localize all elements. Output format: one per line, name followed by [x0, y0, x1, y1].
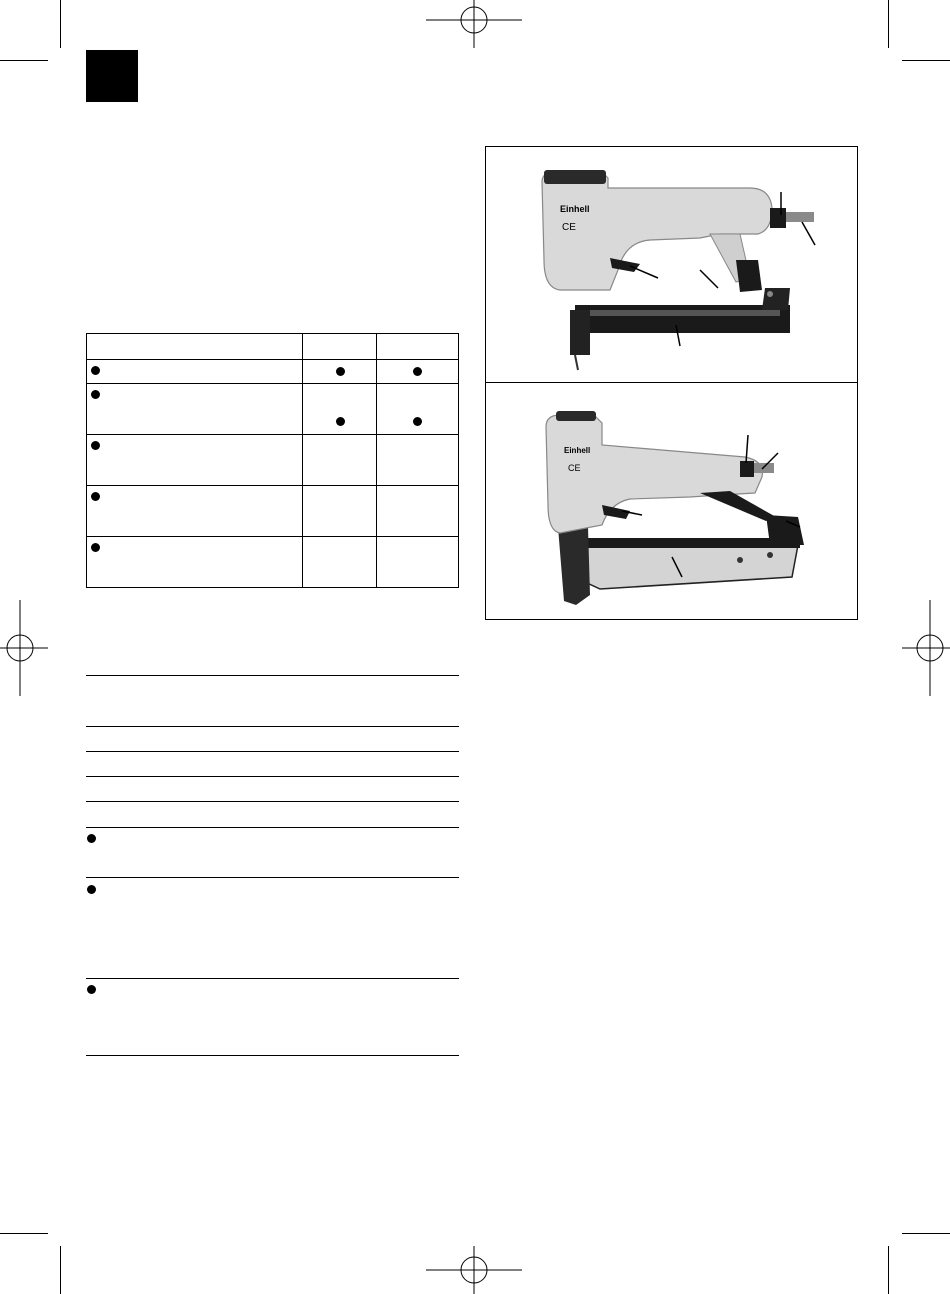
table-cell [376, 486, 458, 537]
bullet-icon [91, 543, 100, 552]
table-cell [376, 537, 458, 588]
registration-mark-top-icon [426, 0, 522, 48]
language-tab [86, 50, 138, 102]
divider [86, 675, 459, 676]
crop-mark-top-right-h [902, 60, 950, 61]
divider [86, 877, 459, 878]
bullet-icon [91, 492, 100, 501]
table-cell-label [87, 486, 303, 537]
divider [86, 978, 459, 979]
crop-mark-bottom-left-h [0, 1233, 48, 1234]
table-row [87, 486, 459, 537]
table-cell [376, 360, 458, 384]
check-dot-icon [413, 367, 422, 376]
table-cell [303, 384, 376, 435]
bullet-icon [91, 390, 100, 399]
stapler-figure-top [530, 160, 830, 375]
bullet-icon [87, 985, 96, 994]
registration-mark-right-icon [902, 600, 950, 696]
divider [86, 776, 459, 777]
table-header-cell [303, 334, 376, 360]
table-row [87, 384, 459, 435]
table-header-row [87, 334, 459, 360]
table-row [87, 537, 459, 588]
table-cell [303, 360, 376, 384]
table-row [87, 435, 459, 486]
divider [86, 726, 459, 727]
brand-logo-icon: Einhell [564, 446, 591, 455]
table-cell-label [87, 537, 303, 588]
crop-mark-top-right-v [888, 0, 889, 48]
divider [86, 1055, 459, 1056]
bullet-icon [91, 366, 100, 375]
table-cell-label [87, 435, 303, 486]
spec-table [86, 333, 459, 588]
ce-mark-icon: CE [562, 222, 576, 233]
stapler-figure-bottom [530, 405, 830, 615]
figure-divider [485, 382, 858, 383]
brand-logo-icon: Einhell [560, 204, 590, 214]
divider [86, 751, 459, 752]
registration-mark-left-icon [0, 600, 48, 696]
table-cell-label [87, 384, 303, 435]
bullet-icon [87, 834, 96, 843]
table-row [87, 360, 459, 384]
table-cell [303, 435, 376, 486]
table-cell [303, 486, 376, 537]
crop-mark-bottom-right-v [888, 1246, 889, 1294]
table-header-cell [376, 334, 458, 360]
bullet-icon [91, 441, 100, 450]
divider [86, 827, 459, 828]
crop-mark-bottom-right-h [902, 1233, 950, 1234]
table-cell-label [87, 360, 303, 384]
table-cell [376, 435, 458, 486]
divider [86, 801, 459, 802]
table-cell [376, 384, 458, 435]
crop-mark-top-left-v [60, 0, 61, 48]
check-dot-icon [336, 417, 345, 426]
bullet-icon [87, 885, 96, 894]
check-dot-icon [336, 367, 345, 376]
registration-mark-bottom-icon [426, 1246, 522, 1294]
ce-mark-icon: CE [568, 463, 581, 473]
table-header-cell [87, 334, 303, 360]
table-cell [303, 537, 376, 588]
crop-mark-top-left-h [0, 60, 48, 61]
crop-mark-bottom-left-v [60, 1246, 61, 1294]
check-dot-icon [413, 417, 422, 426]
